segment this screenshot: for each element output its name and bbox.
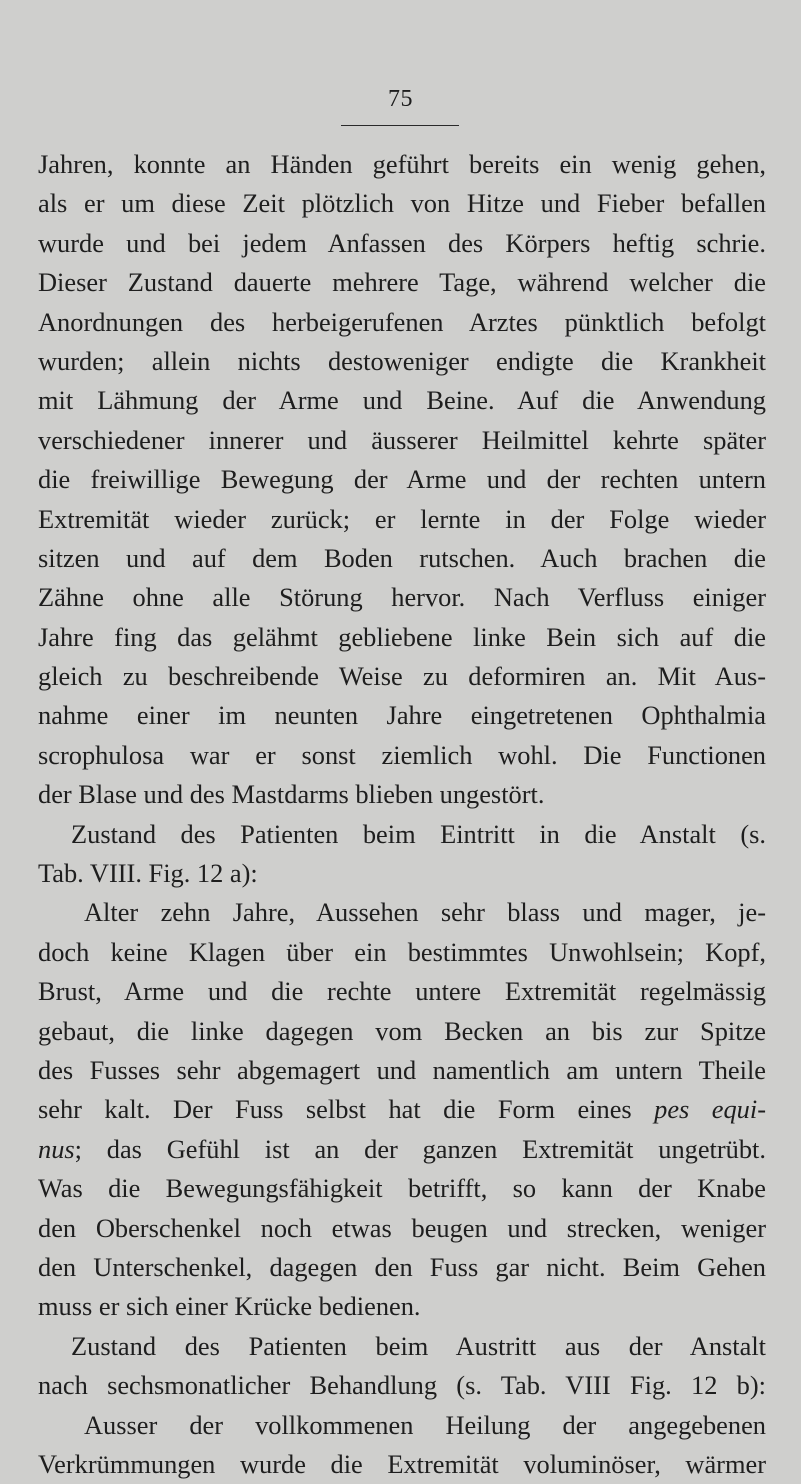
text-line: sitzen und auf dem Boden rutschen. Auch brachen die	[38, 542, 766, 573]
italic-term: pes equi-	[654, 1094, 766, 1125]
text-line: wurden; allein nichts destoweniger endigte die Krankheit	[38, 345, 766, 376]
text-line: Zustand des Patienten beim Austritt aus der Anstalt	[71, 1330, 766, 1361]
text-line: der Blase und des Mastdarms blieben ungestört.	[38, 779, 545, 810]
text-line: verschiedener innerer und äusserer Heilmittel kehrte später	[38, 424, 766, 455]
text-line: Alter zehn Jahre, Aussehen sehr blass und mager, je-	[84, 897, 766, 928]
text-line: den Unterschenkel, dagegen den Fuss gar nicht. Beim Gehen	[38, 1251, 766, 1282]
text-line: mit Lähmung der Arme und Beine. Auf die Anwendung	[38, 385, 766, 416]
text-segment: sehr kalt. Der Fuss selbst hat die Form eines	[38, 1094, 632, 1125]
text-line: des Fusses sehr abgemagert und namentlich am untern Theile	[38, 1054, 766, 1085]
text-line: Verkrümmungen wurde die Extremität voluminöser, wärmer	[38, 1448, 766, 1479]
page-number: 75	[388, 86, 413, 112]
text-line: scrophulosa war er sonst ziemlich wohl. Die Functionen	[38, 739, 766, 770]
header-rule	[341, 125, 459, 126]
text-line: Zustand des Patienten beim Eintritt in die Anstalt (s.	[71, 818, 766, 849]
italic-term: nus	[38, 1133, 75, 1164]
body-text	[38, 145, 766, 1484]
text-line: Dieser Zustand dauerte mehrere Tage, während welcher die	[38, 267, 766, 298]
text-line: als er um diese Zeit plötzlich von Hitze und Fieber befallen	[38, 188, 766, 219]
text-line: doch keine Klagen über ein bestimmtes Unwohlsein; Kopf,	[38, 936, 766, 967]
text-line: Anordnungen des herbeigerufenen Arztes pünktlich befolgt	[38, 306, 766, 337]
text-line: Extremität wieder zurück; er lernte in der Folge wieder	[38, 503, 766, 534]
text-line: Zähne ohne alle Störung hervor. Nach Verfluss einiger	[38, 582, 766, 613]
text-line: den Oberschenkel noch etwas beugen und strecken, weniger	[38, 1212, 766, 1243]
text-segment: ; das Gefühl ist an der ganzen Extremität ungetrübt.	[74, 1133, 766, 1164]
text-line: Was die Bewegungsfähigkeit betrifft, so kann der Knabe	[38, 1173, 766, 1204]
text-line: Ausser der vollkommenen Heilung der angegebenen	[84, 1409, 766, 1440]
text-line: muss er sich einer Krücke bedienen.	[38, 1291, 421, 1322]
text-line: Brust, Arme und die rechte untere Extremität regelmässig	[38, 976, 766, 1007]
text-line: gebaut, die linke dagegen vom Becken an bis zur Spitze	[38, 1015, 766, 1046]
text-line: Jahre fing das gelähmt gebliebene linke Bein sich auf die	[38, 621, 766, 652]
text-line: nahme einer im neunten Jahre eingetretenen Ophthalmia	[38, 700, 766, 731]
text-line: Jahren, konnte an Händen geführt bereits ein wenig gehen,	[38, 149, 766, 179]
text-line	[38, 1130, 766, 1169]
text-line: nach sechsmonatlicher Behandlung (s. Tab. VIII Fig. 12 b):	[38, 1370, 766, 1401]
text-line	[38, 1090, 766, 1129]
text-line: wurde und bei jedem Anfassen des Körpers heftig schrie.	[38, 227, 766, 258]
text-line: Tab. VIII. Fig. 12 a):	[38, 858, 258, 889]
text-line: die freiwillige Bewegung der Arme und der rechten untern	[38, 464, 766, 495]
text-line: gleich zu beschreibende Weise zu deformiren an. Mit Aus-	[38, 661, 766, 692]
